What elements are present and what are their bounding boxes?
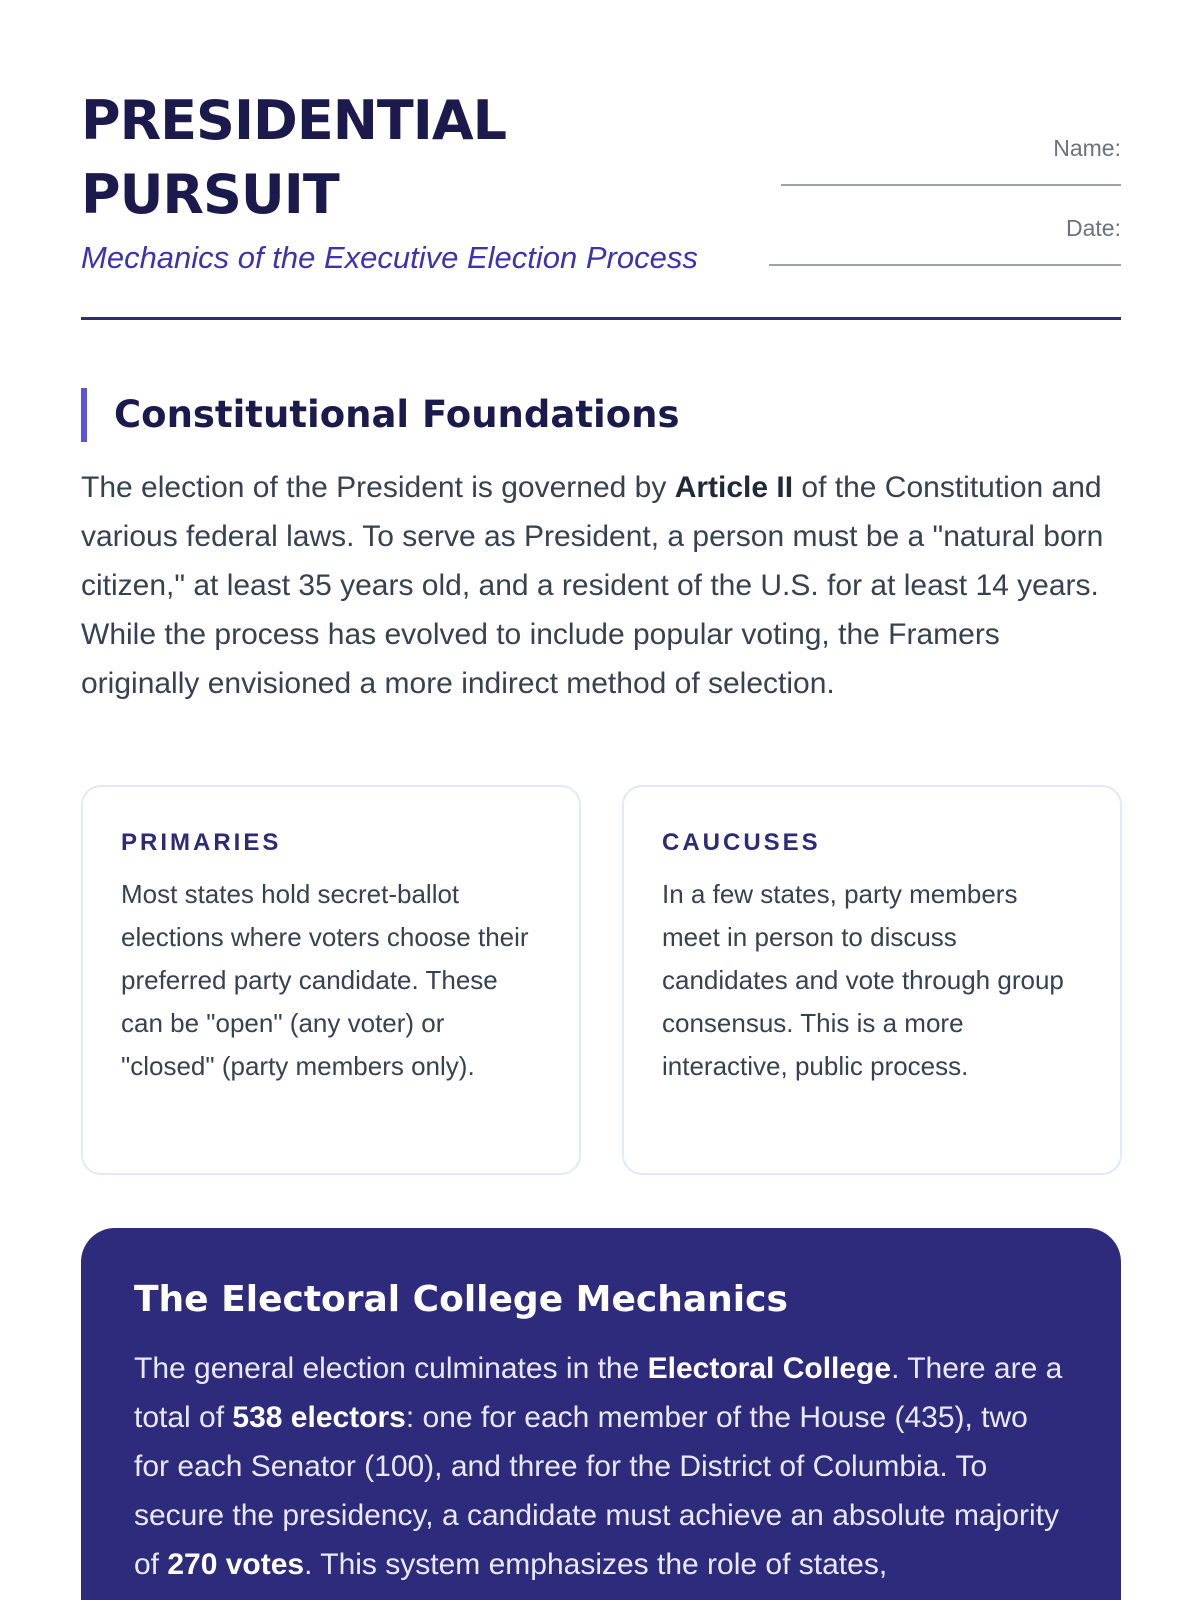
electoral-paragraph — [134, 1344, 1067, 1589]
foundations-heading-block — [81, 388, 679, 442]
article-ii-emphasis: Article II — [674, 471, 794, 504]
date-field — [761, 214, 1121, 266]
foundations-paragraph — [81, 463, 1123, 708]
caucuses-text: In a few states, party members meet in person to discuss candidates and vote through group consensus. This is a more interactive, public process. — [662, 879, 1064, 1081]
electoral-college-panel — [81, 1228, 1121, 1600]
foundations-text-2: of the Constitution and various federal laws. To serve as President, a person must be a "natural born citizen," at least 35 years old, and a resident of the U.S. for at least 14 years. While the process has evolved to include popular voting, the Framers originally envisioned a more indirect method of selection. — [81, 471, 1104, 700]
name-field — [761, 134, 1121, 186]
electoral-text-3: : one for each member of the House (435), two for each Senator (100), and three for the District of Columbia. To secure the presidency, a candidate must achieve an absolute majority of — [134, 1401, 1059, 1581]
date-blank-line — [769, 264, 1121, 266]
date-label: Date: — [1066, 215, 1121, 241]
name-blank-line — [781, 184, 1121, 186]
worksheet-header — [81, 84, 1121, 320]
electoral-college-emphasis: Electoral College — [647, 1352, 892, 1385]
electoral-heading: The Electoral College Mechanics — [134, 1279, 788, 1320]
caucuses-title: CAUCUSES — [662, 829, 821, 856]
electors-count-emphasis: 538 electors — [232, 1401, 406, 1434]
foundations-text-1: The election of the President is governed by — [81, 471, 675, 504]
name-label: Name: — [1053, 135, 1121, 161]
electoral-text-1: The general election culminates in the — [134, 1352, 648, 1385]
electoral-text-2: . There are a total of — [134, 1352, 1063, 1434]
primaries-title: PRIMARIES — [121, 829, 282, 856]
title-line-1: PRESIDENTIAL — [81, 89, 507, 152]
page-title — [81, 84, 601, 232]
primaries-card — [81, 785, 581, 1175]
primaries-text: Most states hold secret-ballot elections where voters choose their preferred party candidate. These can be "open" (any voter) or "closed" (party members only). — [121, 879, 529, 1081]
votes-needed-emphasis: 270 votes — [167, 1548, 305, 1581]
page-subtitle: Mechanics of the Executive Election Process — [81, 240, 698, 275]
title-line-2: PURSUIT — [81, 163, 339, 226]
electoral-text-4: . This system emphasizes the role of states, — [304, 1548, 888, 1581]
caucuses-card — [622, 785, 1122, 1175]
foundations-heading: Constitutional Foundations — [114, 393, 680, 436]
